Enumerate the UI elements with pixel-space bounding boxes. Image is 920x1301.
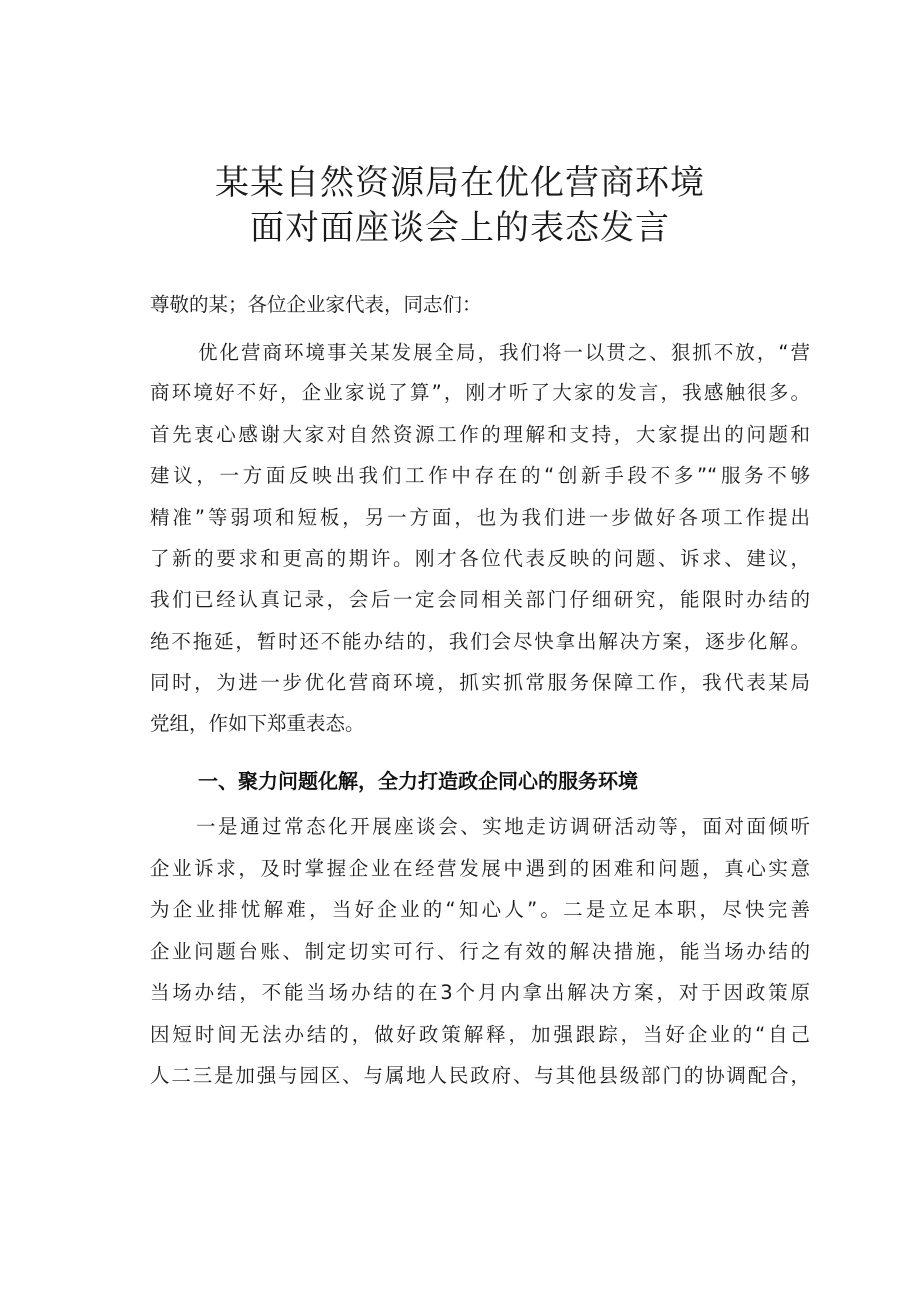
paragraph-line: 为企业排忧解难，当好企业的“知心人”。二是立足本职，尽快完善: [150, 898, 810, 921]
paragraph-line: 企业问题台账、制定切实可行、行之有效的解决措施，能当场办结的: [150, 940, 810, 963]
paragraph-line: 当场办结，不能当场办结的在3个月内拿出解决方案，对于因政策原: [150, 981, 810, 1004]
paragraph-line: 绝不拖延，暂时还不能办结的，我们会尽快拿出解决方案，逐步化解。: [150, 630, 810, 653]
paragraph-line: 首先衷心感谢大家对自然资源工作的理解和支持，大家提出的问题和: [150, 423, 810, 446]
paragraph-line: 企业诉求，及时掌握企业在经营发展中遇到的困难和问题，真心实意: [150, 857, 810, 880]
paragraph-line: 优化营商环境事关某发展全局，我们将一以贯之、狠抓不放，“营: [198, 341, 810, 364]
paragraph-line: 我们已经认真记录，会后一定会同相关部门仔细研究，能限时办结的: [150, 588, 810, 611]
paragraph-line: 了新的要求和更高的期许。刚才各位代表反映的问题、诉求、建议，: [150, 547, 810, 570]
paragraph-line: 一是通过常态化开展座谈会、实地走访调研活动等，面对面倾听: [196, 815, 810, 838]
section-heading: 一、聚力问题化解，全力打造政企同心的服务环境: [198, 769, 638, 793]
document-title-line-2: 面对面座谈会上的表态发言: [250, 208, 670, 248]
paragraph-line: 商环境好不好，企业家说了算”，刚才听了大家的发言，我感触很多。: [150, 381, 810, 404]
paragraph-line: 精准”等弱项和短板，另一方面，也为我们进一步做好各项工作提出: [150, 506, 810, 529]
paragraph-line: 建议，一方面反映出我们工作中存在的“创新手段不多”“服务不够: [150, 464, 810, 487]
paragraph-line: 党组，作如下郑重表态。: [150, 712, 365, 735]
salutation: 尊敬的某；各位企业家代表，同志们：: [150, 293, 482, 316]
paragraph-line: 人二三是加强与园区、与属地人民政府、与其他县级部门的协调配合，: [150, 1064, 810, 1087]
paragraph-line: 同时，为进一步优化营商环境，抓实抓常服务保障工作，我代表某局: [150, 671, 810, 694]
document-title-line-1: 某某自然资源局在优化营商环境: [215, 163, 705, 203]
paragraph-line: 因短时间无法办结的，做好政策解释，加强跟踪，当好企业的“自己: [150, 1023, 810, 1046]
